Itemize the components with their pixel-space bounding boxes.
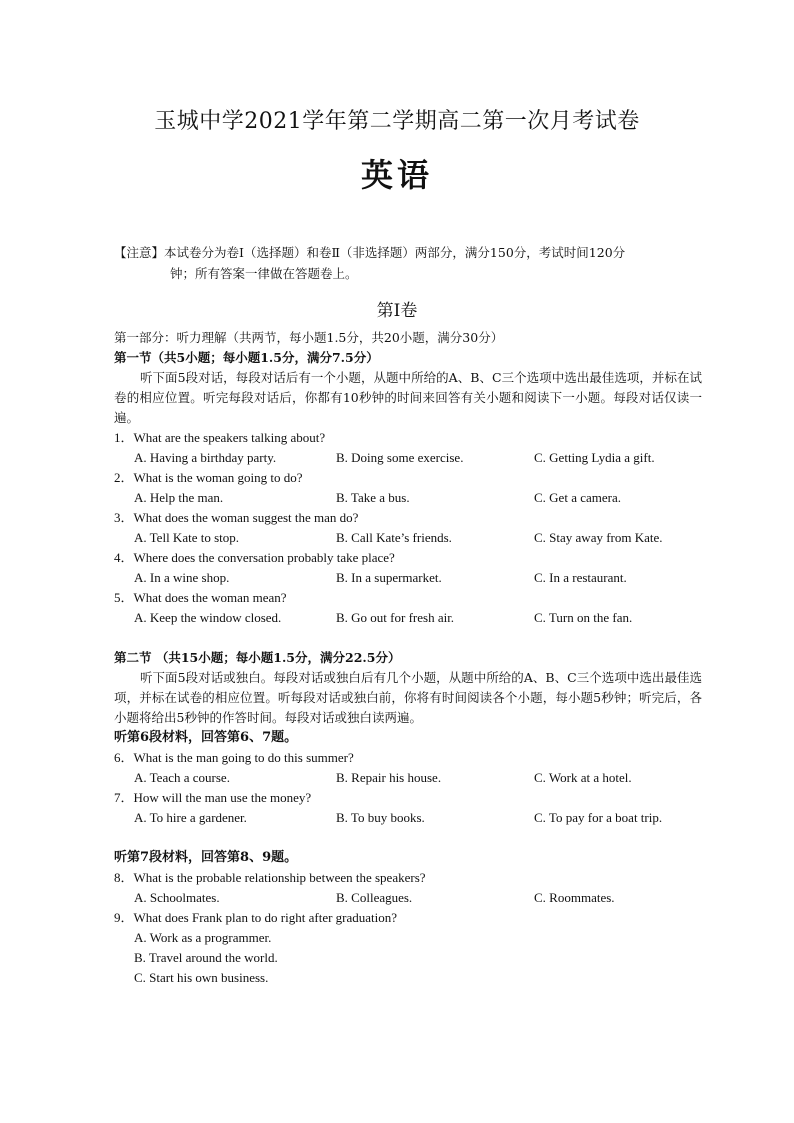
question-7 xyxy=(114,788,702,828)
option-b[interactable]: B. Repair his house. xyxy=(336,770,442,785)
option-b[interactable]: B. To buy books. xyxy=(336,810,425,825)
question-9 xyxy=(114,908,702,988)
question-stem: 1．What are the speakers talking about? xyxy=(114,430,326,445)
notice-line-2: 钟；所有答案一律做在答题卷上。 xyxy=(170,266,358,281)
question-stem: 2．What is the woman going to do? xyxy=(114,470,303,485)
option-b[interactable]: B. Take a bus. xyxy=(336,490,410,505)
option-b[interactable]: B. Colleagues. xyxy=(336,890,413,905)
subject-title: 英语 xyxy=(360,156,433,194)
question-stem: 5．What does the woman mean? xyxy=(114,590,287,605)
question-6 xyxy=(114,748,702,788)
question-stem: 3．What does the woman suggest the man do? xyxy=(114,510,359,525)
question-stem: 8．What is the probable relationship between the speakers? xyxy=(114,870,426,885)
question-5 xyxy=(114,588,702,628)
option-a[interactable]: A. Help the man. xyxy=(134,490,224,505)
options-row xyxy=(114,568,702,588)
option-a[interactable]: A. To hire a gardener. xyxy=(134,810,247,825)
question-2 xyxy=(114,468,702,508)
option-a[interactable]: A. Having a birthday party. xyxy=(134,450,277,465)
option-c[interactable]: C. Roommates. xyxy=(534,890,615,905)
group-heading: 听第7段材料，回答第8、9题。 xyxy=(114,850,298,865)
option-c[interactable]: C. Start his own business. xyxy=(134,970,269,985)
question-stem: 7．How will the man use the money? xyxy=(114,790,312,805)
option-c[interactable]: C. Turn on the fan. xyxy=(534,610,633,625)
option-b[interactable]: B. Doing some exercise. xyxy=(336,450,464,465)
question-8 xyxy=(114,868,702,908)
listening-section-2 xyxy=(114,648,702,988)
option-c[interactable]: C. Stay away from Kate. xyxy=(534,530,663,545)
question-stem: 4．Where does the conversation probably take place? xyxy=(114,550,395,565)
section-heading: 第二节 （共15小题；每小题1.5分，满分22.5分） xyxy=(114,650,401,665)
section-instructions: 听下面5段对话或独白。每段对话或独白后有几个小题，从题中所给的A、B、C三个选项中选出最佳选项，并标在试卷的相应位置。听每段对话或独白前，你将有时间阅读各个小题，每小题5秒钟；听完后，各小题将给出5秒钟的作答时间。每段对话或独白读两遍。 xyxy=(114,670,702,725)
exam-title: 玉城中学2021学年第二学期高二第一次月考试卷 xyxy=(154,109,640,134)
option-a[interactable]: A. Work as a programmer. xyxy=(134,930,272,945)
option-a[interactable]: A. In a wine shop. xyxy=(134,570,230,585)
question-3 xyxy=(114,508,702,548)
listening-section-1 xyxy=(114,328,702,628)
notice-line-1: 【注意】本试卷分为卷Ⅰ（选择题）和卷Ⅱ（非选择题）两部分，满分150分，考试时间120分 xyxy=(114,245,626,260)
part-heading: 第一部分：听力理解（共两节，每小题1.5分，共20小题，满分30分） xyxy=(114,330,504,345)
section-instructions: 听下面5段对话，每段对话后有一个小题，从题中所给的A、B、C三个选项中选出最佳选项，并标在试卷的相应位置。听完每段对话后，你都有10秒钟的时间来回答有关小题和阅读下一小题。每段对话仅读一遍。 xyxy=(114,370,702,425)
option-b[interactable]: B. Go out for fresh air. xyxy=(336,610,455,625)
options-row xyxy=(114,888,702,908)
option-c[interactable]: C. To pay for a boat trip. xyxy=(534,810,663,825)
question-stem: 9．What does Frank plan to do right after graduation? xyxy=(114,910,398,925)
notice-block xyxy=(114,242,704,284)
options-row xyxy=(114,488,702,508)
option-b[interactable]: B. In a supermarket. xyxy=(336,570,442,585)
options-row xyxy=(114,608,702,628)
group-heading: 听第6段材料，回答第6、7题。 xyxy=(114,730,298,745)
option-b[interactable]: B. Call Kate’s friends. xyxy=(336,530,452,545)
option-a[interactable]: A. Keep the window closed. xyxy=(134,610,282,625)
options-row xyxy=(114,448,702,468)
part-title: 第Ⅰ卷 xyxy=(376,301,418,321)
options-row xyxy=(114,528,702,548)
option-c[interactable]: C. In a restaurant. xyxy=(534,570,627,585)
question-stem: 6．What is the man going to do this summer? xyxy=(114,750,354,765)
option-a[interactable]: A. Tell Kate to stop. xyxy=(134,530,240,545)
option-c[interactable]: C. Work at a hotel. xyxy=(534,770,632,785)
option-a[interactable]: A. Teach a course. xyxy=(134,770,230,785)
option-c[interactable]: C. Get a camera. xyxy=(534,490,621,505)
option-a[interactable]: A. Schoolmates. xyxy=(134,890,220,905)
options-row xyxy=(114,768,702,788)
question-1 xyxy=(114,428,702,468)
option-c[interactable]: C. Getting Lydia a gift. xyxy=(534,450,655,465)
option-b[interactable]: B. Travel around the world. xyxy=(134,950,278,965)
options-row xyxy=(114,808,702,828)
question-4 xyxy=(114,548,702,588)
section-heading: 第一节（共5小题；每小题1.5分，满分7.5分） xyxy=(114,350,379,365)
